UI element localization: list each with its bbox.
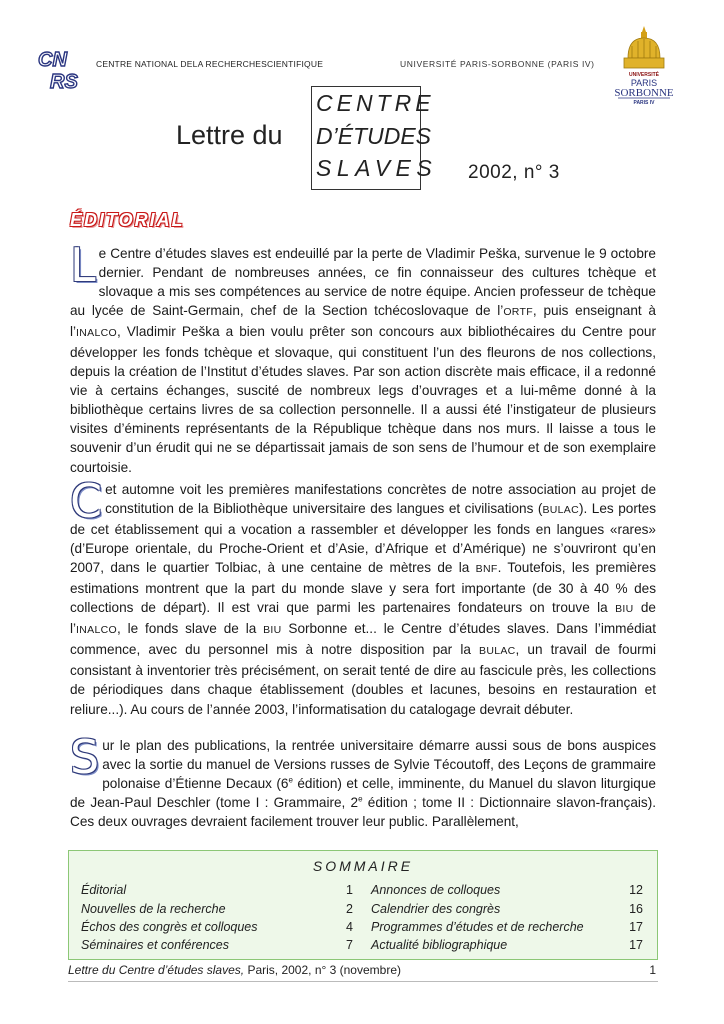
masthead-line-2: D’ÉTUDES xyxy=(316,122,432,149)
p2-abbr-biu-2: BIU xyxy=(263,624,282,637)
page-number: 1 xyxy=(649,963,656,977)
p3-sup-2: e xyxy=(358,794,363,804)
p1-text-a: e Centre d’études slaves est endeuillé par la perte de Vladimir Peška, survenue le 9 octobre dernier. Pendant de nombreuses années, ce fin connaisseur des cultures tchèque et slovaque a mis ses compétences au service de notre équipe. Ancien professeur de tchèque au lycée de Saint-Germain, chef de la Section tchécoslovaque de l’ xyxy=(70,246,656,319)
page-footer xyxy=(68,963,656,977)
p2-abbr-bnf: BNF xyxy=(475,563,498,576)
p2-abbr-inalco: INALCO xyxy=(76,624,117,637)
toc-entry-label[interactable]: Échos des congrès et colloques xyxy=(81,920,258,934)
svg-text:PARIS: PARIS xyxy=(630,78,658,88)
toc-entry-label[interactable]: Annonces de colloques xyxy=(371,883,501,897)
cnrs-name: CENTRE NATIONAL DELA RECHERCHESCIENTIFIQUE xyxy=(96,59,324,69)
p2-abbr-bulac-2: BULAC xyxy=(479,645,516,658)
svg-text:RS: RS xyxy=(50,71,78,93)
paragraph-3 xyxy=(70,730,656,831)
toc-entry-label[interactable]: Éditorial xyxy=(81,883,127,897)
issue-number: 2002, n° 3 xyxy=(468,162,560,183)
p1-text-c: , Vladimir Peška a bien voulu prêter son concours aux bibliothécaires du Centre pour développer les fonds tchèque et slovaque, qui constituent l’un des fleurons de nos collections, depuis la création de l’Institut d’études slaves. Par son action discrète mais efficace, il a redonné vie à certains échanges, suscité de nombreux legs d’ouvrages et a lui-même donné à la bibliothèque certains livres de sa collection personnelle. Il a aussi été l’instigateur de plusieurs visites d’éminents représentants de la République tchèque dans nos murs. Il laisse a tous le souvenir d’un érudit qui ne se départissait jamais de son sens de l’humour et de son exemplaire courtoisie. xyxy=(70,324,656,475)
toc-entry-page: 4 xyxy=(346,920,353,934)
dropcap-s: S xyxy=(70,730,100,784)
paragraph-1 xyxy=(70,238,656,477)
masthead-line-3: SLAVES xyxy=(316,155,438,181)
sommaire-title: SOMMAIRE xyxy=(312,858,414,874)
p2-text-g: , un travail de fourmi consistant à inventorier très précisément, on serait tenté de dire au fascicule près, les collections de périodiques dans chaque établissement (doubles et lacunes, besoins en restauration et reliure...). Au cours de l’année 2003, l’informatisation du catalogage devrait débuter. xyxy=(70,642,657,717)
toc-entry-label[interactable]: Séminaires et conférences xyxy=(81,938,229,952)
p2-abbr-biu: BIU xyxy=(615,603,634,616)
editorial-heading: ÉDITORIAL xyxy=(70,210,185,230)
p1-text-b: , puis enseignant à l’ xyxy=(70,303,656,340)
p3-text-a: ur le plan des publications, la rentrée universitaire démarre aussi sous de bons auspices avec la sortie du manuel de Versions russes de Sylvie Técoutoff, des Leçons de grammaire polonaise d’Étienne Decaux (6 xyxy=(102,738,656,792)
toc-entry-page: 17 xyxy=(629,920,643,934)
sorbonne-logo xyxy=(610,24,678,108)
sommaire-box xyxy=(68,850,658,960)
p2-text-d: de l’ xyxy=(70,600,656,637)
dropcap-l: L xyxy=(70,238,96,292)
p2-text-b: ). Les portes de cet établissement qui a vocation a rassembler et développer les fonds en langues «rares» (d’Europe orientale, du Proche-Orient et d’Asie, d’Afrique et d’Amérique) ne s’ouvriront qu’en 2007, dans le quartier Tolbiac, à une centaine de mètres de la xyxy=(70,501,656,576)
toc-entry-page: 16 xyxy=(629,902,643,916)
p2-text-c: . Toutefois, les premières estimations montrent que la part du monde slave y sera fort importante (de 30 à 40 % des collections de départ). Il est vrai que parmi les partenaires fondateurs on trouve la xyxy=(70,560,656,616)
footer-details: Paris, 2002, n° 3 (novembre) xyxy=(244,963,401,977)
footer-rule xyxy=(68,981,658,982)
masthead-box xyxy=(311,86,438,190)
toc-entry-label[interactable]: Nouvelles de la recherche xyxy=(81,902,226,916)
cnrs-logo xyxy=(36,44,88,96)
p3-text-c: édition ; tome II : Dictionnaire slavon-français). Ces deux ouvrages devraient facilement trouver leur public. Parallèlement, xyxy=(70,795,656,830)
toc-entry-page: 17 xyxy=(629,938,643,952)
svg-text:PARIS IV: PARIS IV xyxy=(633,100,655,106)
paragraph-2 xyxy=(70,474,657,719)
toc-entry-page: 7 xyxy=(346,938,353,952)
university-name: UNIVERSITÉ PARIS-SORBONNE (PARIS IV) xyxy=(400,59,595,69)
lettre-du-label: Lettre du xyxy=(176,120,283,150)
p3-sup-1: e xyxy=(288,775,293,785)
p1-abbr-inalco: INALCO xyxy=(76,327,117,340)
dropcap-c: C xyxy=(70,474,103,528)
toc-entry-page: 12 xyxy=(629,883,643,897)
footer-journal-title: Lettre du Centre d’études slaves, xyxy=(68,963,245,977)
p2-text-e: , le fonds slave de la xyxy=(116,621,264,637)
p3-text-b: édition) et celle, imminente, du Manuel du slavon liturgique de Jean-Paul Deschler (tome I : Grammaire, 2 xyxy=(70,776,656,811)
p2-abbr-bulac: BULAC xyxy=(542,504,579,517)
toc-entry-page: 1 xyxy=(346,883,353,897)
p2-text-a: et automne voit les premières manifestations concrètes de notre association au projet de constitution de la Bibliothèque universitaire des langues et civilisations ( xyxy=(105,482,656,517)
p2-text-f: Sorbonne et... le Centre d’études slaves. Dans l’immédiat commence, avec du personnel mis à notre disposition par la xyxy=(70,621,656,658)
svg-text:UNIVERSITÉ: UNIVERSITÉ xyxy=(628,72,660,78)
toc-entry-label[interactable]: Actualité bibliographique xyxy=(371,938,508,952)
p1-abbr-ortf: ORTF xyxy=(503,306,533,319)
svg-text:CN: CN xyxy=(38,49,67,71)
toc-entry-label[interactable]: Calendrier des congrès xyxy=(371,902,501,916)
toc-entry-label[interactable]: Programmes d’études et de recherche xyxy=(371,920,584,934)
svg-text:SORBONNE: SORBONNE xyxy=(614,87,674,99)
masthead-line-1: CENTRE xyxy=(316,90,435,116)
toc-entry-page: 2 xyxy=(346,902,353,916)
